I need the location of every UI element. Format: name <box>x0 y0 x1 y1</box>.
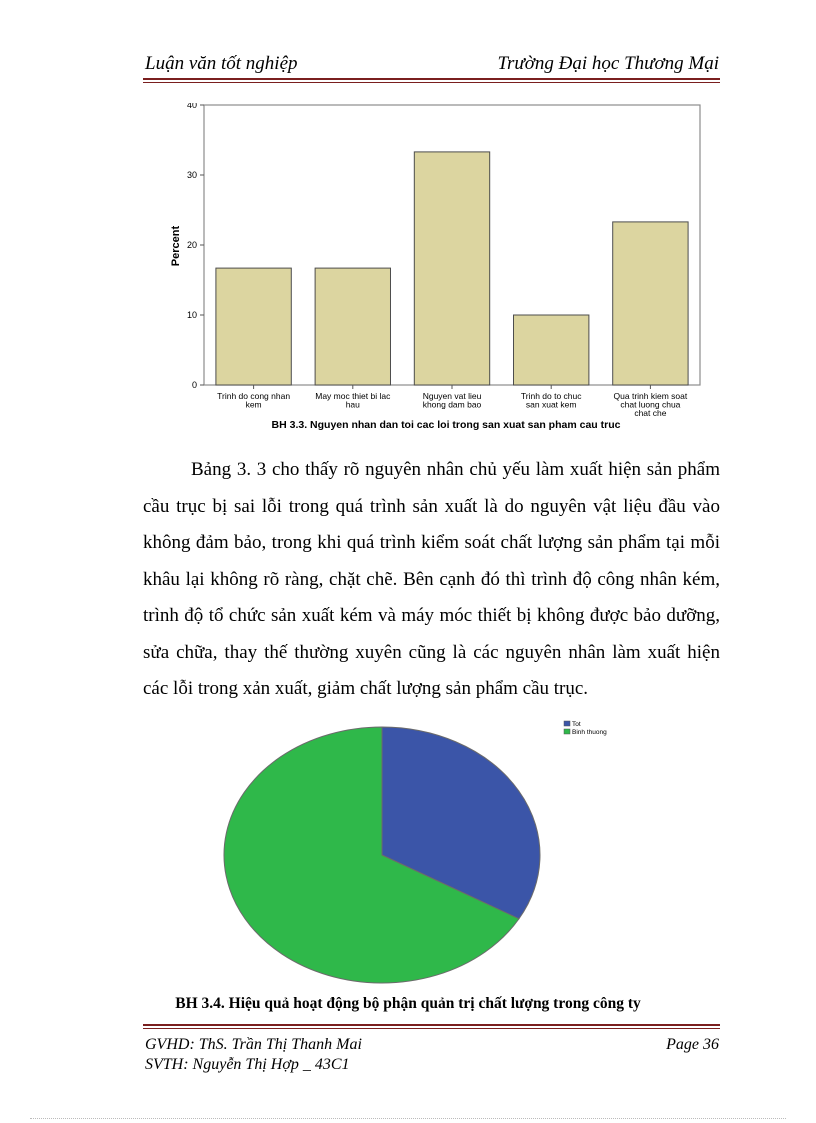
bar-chart-category-label: Nguyen vat lieu <box>422 391 482 401</box>
header-rule-bottom <box>143 82 720 83</box>
bar <box>315 268 390 385</box>
body-paragraph-text: Bảng 3. 3 cho thấy rõ nguyên nhân chủ yếu làm xuất hiện sản phẩm cầu trục bị sai lỗi trong quá trình sản xuất là do nguyên vật liệu đầu vào không đảm bảo, trong khi quá trình kiểm soát chất lượng sản phẩm tại mỗi khâu lại không rõ ràng, chặt chẽ. Bên cạnh đó thì trình độ công nhân kém, trình độ tổ chức sản xuất kém và máy móc thiết bị không được bảo dưỡng, sửa chữa, thay thế thường xuyên cũng là các nguyên nhân làm xuất hiện các lỗi trong xản xuất, giảm chất lượng sản phẩm cầu trục. <box>143 459 720 699</box>
page-bottom-dotted-line <box>30 1118 786 1119</box>
bar-chart-category-label: chat luong chua <box>620 399 681 410</box>
bar <box>414 152 489 385</box>
bar-chart-category-label: kem <box>245 399 262 410</box>
bar-chart-marks <box>187 103 700 418</box>
bar-chart-category-label: hau <box>345 399 360 410</box>
bar-chart-category-label: san xuat kem <box>525 399 577 410</box>
footer-student: SVTH: Nguyễn Thị Hợp _ 43C1 <box>145 1056 350 1073</box>
bar <box>613 222 688 385</box>
bar-chart-category-label: May moc thiet bi lac <box>315 391 391 401</box>
bar-chart-ytick-label: 10 <box>186 310 197 320</box>
footer-rule-top <box>143 1024 720 1026</box>
pie-legend-label: Binh thuong <box>572 729 607 736</box>
footer-page-number: Page 36 <box>666 1036 719 1053</box>
bar-chart-ytick-label: 40 <box>186 103 197 110</box>
pie-chart-caption: BH 3.4. Hiệu quả hoạt động bộ phận quản trị chất lượng trong công ty <box>175 995 641 1012</box>
bar-chart-ytick-label: 30 <box>186 170 197 180</box>
header-left: Luận văn tốt nghiệp <box>145 53 298 74</box>
bar-chart-category-label: Qua trinh kiem soat <box>613 391 688 401</box>
bar-chart-category-label: Trinh do to chuc <box>520 391 582 401</box>
header-rule-top <box>143 78 720 80</box>
bar-chart-title: BH 3.3. Nguyen nhan dan toi cac loi trong san xuat san pham cau truc <box>271 419 621 431</box>
bar-chart-svg <box>145 103 715 436</box>
bar-chart-ylabel: Percent <box>170 225 182 267</box>
bar-chart-ytick-label: 0 <box>191 380 197 390</box>
footer-advisor: GVHD: ThS. Trần Thị Thanh Mai <box>145 1036 362 1053</box>
pie-legend-swatch <box>564 729 570 734</box>
body-paragraph <box>143 452 720 708</box>
bar-chart-category-label: chat che <box>634 408 667 418</box>
bar-chart <box>145 103 715 436</box>
footer-rule-bottom <box>143 1028 720 1029</box>
pie-legend-swatch <box>564 721 570 726</box>
pie-chart <box>215 715 635 990</box>
bar-chart-ytick-label: 20 <box>186 240 197 250</box>
bar-chart-category-label: Trinh do cong nhan <box>217 391 291 401</box>
bar-chart-category-label: khong dam bao <box>422 399 482 410</box>
pie-chart-svg <box>215 715 635 990</box>
header-right: Trường Đại học Thương Mại <box>497 53 719 74</box>
pie-legend-label: Tot <box>572 721 581 728</box>
pie-chart-legend <box>564 721 607 736</box>
pie-chart-slices <box>224 727 540 983</box>
bar <box>514 315 589 385</box>
bar <box>216 268 291 385</box>
